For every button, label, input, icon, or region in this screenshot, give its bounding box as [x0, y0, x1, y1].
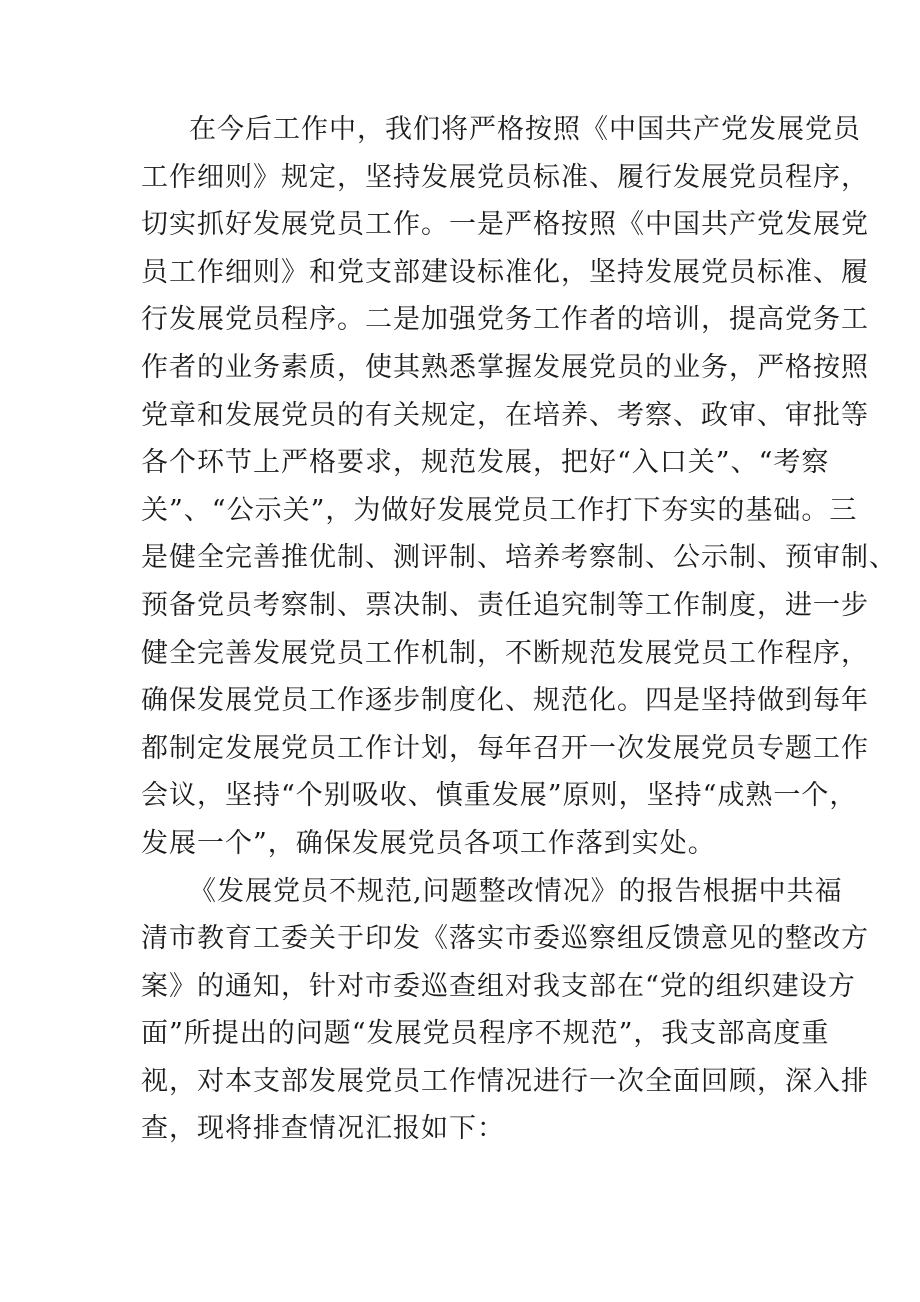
paragraph-line: 切实抓好发展党员工作。一是严格按照《中国共产党发展党	[141, 209, 869, 241]
paragraph-future-work	[141, 106, 897, 868]
paragraph-line: 面”所提出的问题“发展党员程序不规范”，我支部高度重	[141, 1018, 830, 1050]
paragraph-line: 健全完善发展党员工作机制，不断规范发展党员工作程序，	[141, 637, 869, 669]
paragraph-line: 在今后工作中，我们将严格按照《中国共产党发展党员	[189, 114, 861, 145]
paragraph-line: 案》的通知，针对市委巡查组对我支部在“党的组织建设方	[141, 970, 856, 1002]
paragraph-line: 各个环节上严格要求，规范发展，把好“入口关”、“考察	[141, 447, 830, 479]
paragraph-line: 确保发展党员工作逐步制度化、规范化。四是坚持做到每年	[141, 685, 869, 717]
paragraph-line: 是健全完善推优制、测评制、培养考察制、公示制、预审制、	[141, 542, 897, 574]
paragraph-line: 员工作细则》和党支部建设标准化，坚持发展党员标准、履	[141, 256, 869, 288]
paragraph-line: 清市教育工委关于印发《落实市委巡察组反馈意见的整改方	[141, 923, 869, 955]
paragraph-line: 查，现将排查情况汇报如下：	[141, 1113, 505, 1145]
paragraph-line: 视，对本支部发展党员工作情况进行一次全面回顾，深入排	[141, 1065, 869, 1097]
paragraph-line: 发展一个”，确保发展党员各项工作落到实处。	[141, 827, 716, 859]
paragraph-line: 《发展党员不规范,问题整改情况》的报告根据中共福	[189, 875, 843, 907]
paragraph-line: 行发展党员程序。二是加强党务工作者的培训，提高党务工	[141, 304, 869, 336]
paragraph-line: 都制定发展党员工作计划，每年召开一次发展党员专题工作	[141, 732, 869, 764]
paragraph-line: 会议，坚持“个别吸收、慎重发展”原则，坚持“成熟一个，	[141, 780, 858, 812]
paragraph-line: 作者的业务素质，使其熟悉掌握发展党员的业务，严格按照	[141, 351, 869, 383]
paragraph-line: 工作细则》规定，坚持发展党员标准、履行发展党员程序，	[141, 161, 869, 193]
paragraph-line: 关”、“公示关”，为做好发展党员工作打下夯实的基础。三	[141, 494, 858, 526]
paragraph-line: 党章和发展党员的有关规定，在培养、考察、政审、审批等	[141, 399, 869, 431]
paragraph-line: 预备党员考察制、票决制、责任追究制等工作制度，进一步	[141, 589, 869, 621]
document-body	[141, 106, 897, 1153]
paragraph-rectification-report	[141, 868, 869, 1154]
